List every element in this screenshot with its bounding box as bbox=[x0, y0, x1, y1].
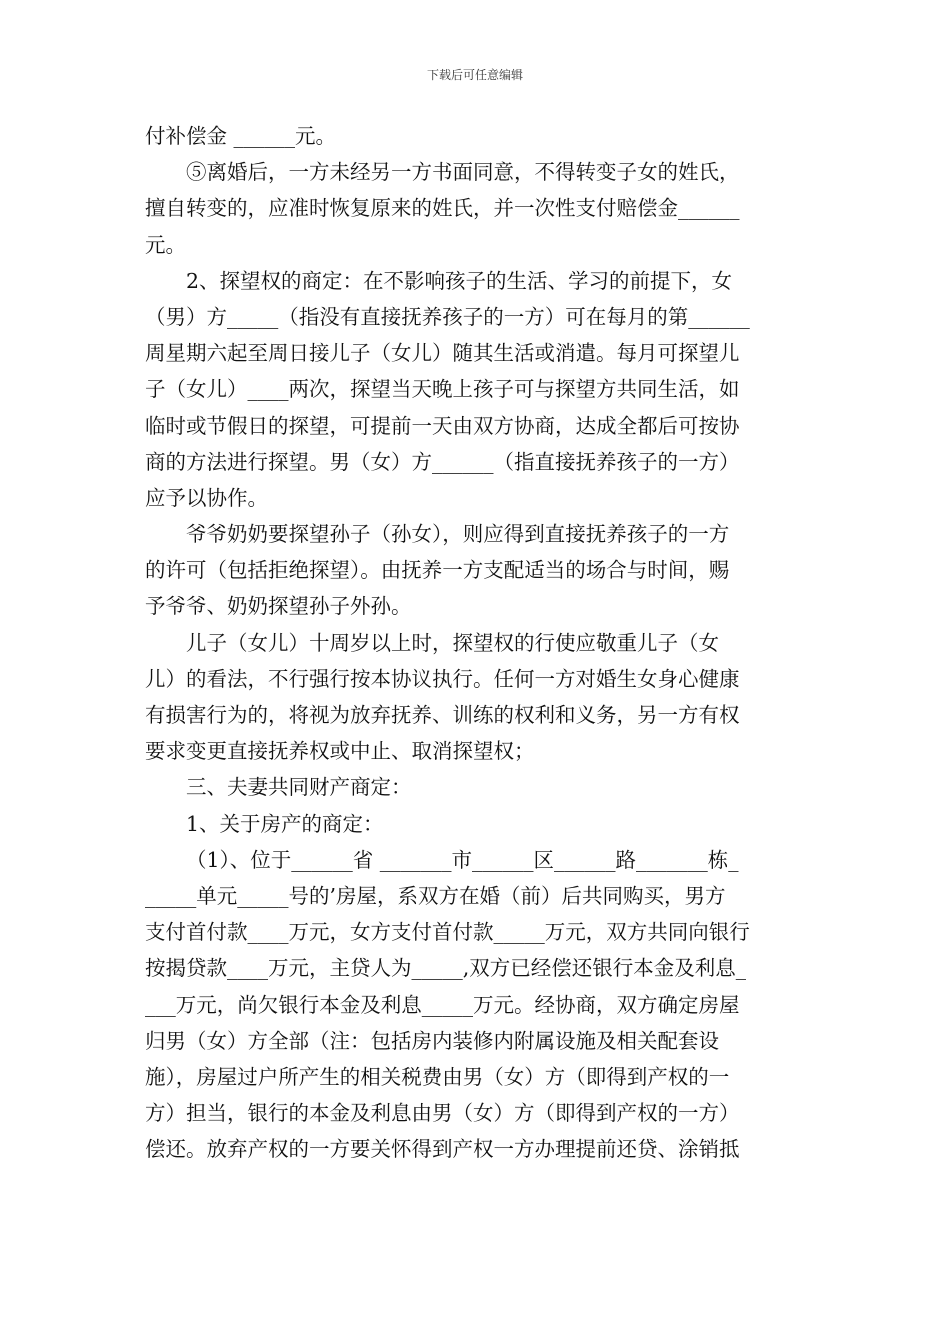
text-line: 商的方法进行探望。男（女）方______（指直接抚养孩子的一方） bbox=[145, 449, 740, 474]
text-line: （男）方_____（指没有直接抚养孩子的一方）可在每月的第______ bbox=[145, 304, 750, 329]
text-line: 元。 bbox=[145, 232, 186, 257]
text-line: 按揭贷款____万元，主贷人为_____,双方已经偿还银行本金及利息_ bbox=[145, 956, 747, 981]
text-line: 儿子（女儿）十周岁以上时，探望权的行使应敬重儿子（女 bbox=[186, 630, 719, 655]
text-line: 1、关于房产的商定： bbox=[186, 811, 384, 836]
text-line: ___万元，尚欠银行本金及利息_____万元。经协商，双方确定房屋 bbox=[145, 992, 740, 1017]
document-body bbox=[145, 118, 817, 1167]
text-line: 支付首付款____万元，女方支付首付款_____万元，双方共同向银行 bbox=[145, 920, 750, 945]
text-line: 应予以协作。 bbox=[145, 485, 268, 510]
text-line: 擅自转变的，应准时恢复原来的姓氏，并一次性支付赔偿金______ bbox=[145, 196, 740, 221]
page-header: 下载后可任意编辑 bbox=[426, 68, 523, 82]
text-line: 的许可（包括拒绝探望）。由抚养一方支配适当的场合与时间，赐 bbox=[145, 558, 730, 583]
text-line: 爷爷奶奶要探望孙子（孙女），则应得到直接抚养孩子的一方 bbox=[186, 522, 730, 547]
text-line: ⑤离婚后，一方未经另一方书面同意，不得转变子女的姓氏， bbox=[186, 160, 740, 185]
text-line: 予爷爷、奶奶探望孙子外孙。 bbox=[145, 594, 412, 619]
text-line: 方）担当，银行的本金及利息由男（女）方（即得到产权的一方） bbox=[145, 1101, 740, 1126]
text-line: 子（女儿）____两次，探望当天晚上孩子可与探望方共同生活，如 bbox=[145, 377, 740, 402]
text-line: 偿还。放弃产权的一方要关怀得到产权一方办理提前还贷、涂销抵 bbox=[145, 1137, 740, 1162]
text-line: 2、探望权的商定：在不影响孩子的生活、学习的前提下，女 bbox=[186, 268, 733, 293]
text-line: _____单元_____号的’房屋，系双方在婚（前）后共同购买，男方 bbox=[145, 883, 726, 908]
text-line: 儿）的看法，不行强行按本协议执行。任何一方对婚生女身心健康 bbox=[145, 666, 740, 691]
text-line: （1）、位于______省 _______市______区______路_______栋_ bbox=[186, 847, 739, 872]
text-line: 三、夫妻共同财产商定： bbox=[186, 775, 412, 800]
text-line: 付补偿金 ______元。 bbox=[145, 124, 337, 148]
text-line: 有损害行为的，将视为放弃抚养、训练的权利和义务，另一方有权 bbox=[145, 703, 740, 727]
text-line: 施），房屋过户所产生的相关税费由男（女）方（即得到产权的一 bbox=[145, 1064, 730, 1089]
text-line: 周星期六起至周日接儿子（女儿）随其生活或消遣。每月可探望儿 bbox=[145, 341, 740, 366]
text-line: 要求变更直接抚养权或中止、取消探望权； bbox=[145, 739, 535, 764]
text-line: 归男（女）方全部（注：包括房内装修内附属设施及相关配套设 bbox=[145, 1028, 719, 1053]
text-line: 临时或节假日的探望，可提前一天由双方协商，达成全都后可按协 bbox=[145, 413, 740, 438]
